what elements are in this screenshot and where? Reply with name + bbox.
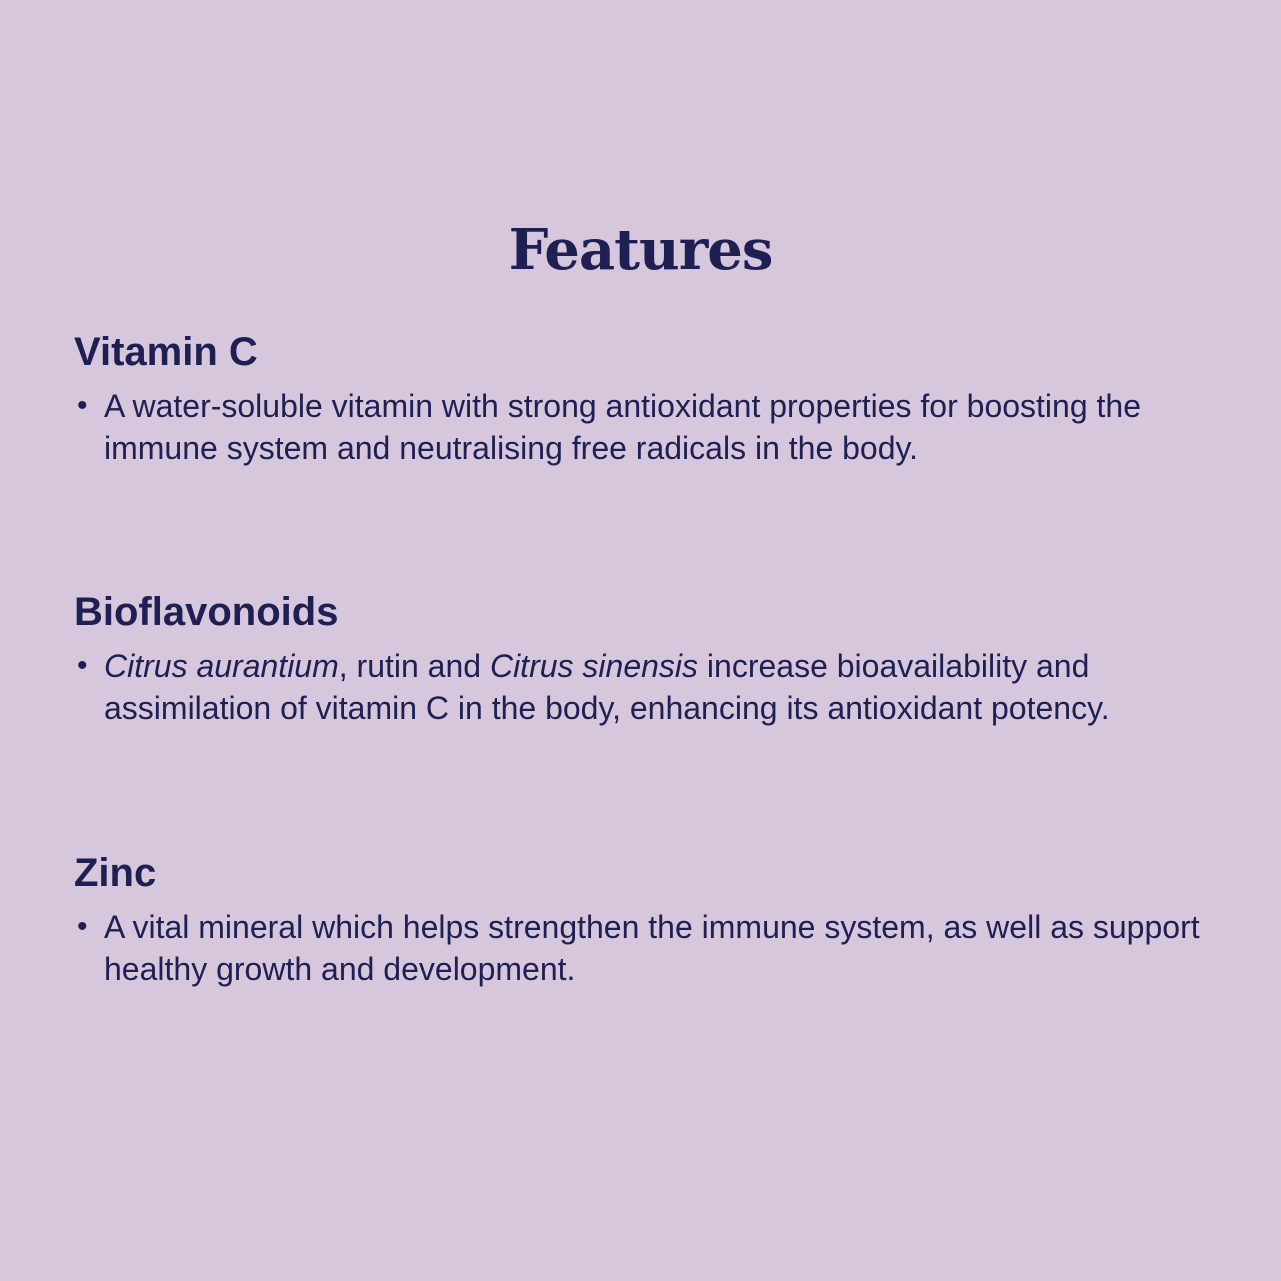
description-text: increase bioavailability and assimilation of vitamin C in the body, enhancing its antioxidant potency. xyxy=(104,648,1110,726)
bullet-icon: • xyxy=(77,649,88,682)
list-item xyxy=(74,385,1214,469)
bullet-icon: • xyxy=(77,389,88,422)
list-item xyxy=(74,906,1214,990)
section-bioflavonoids xyxy=(74,587,1214,729)
section-heading-zinc: Zinc xyxy=(74,851,157,895)
italic-term-citrus-sinensis: Citrus sinensis xyxy=(489,648,699,684)
description-zinc: A vital mineral which helps strengthen the immune system, as well as support healthy growth and development. xyxy=(104,909,1200,987)
description-bioflavonoids xyxy=(104,648,1110,726)
page-title: Features xyxy=(508,217,773,283)
section-heading-bioflavonoids: Bioflavonoids xyxy=(74,590,339,634)
description-vitamin-c: A water-soluble vitamin with strong antioxidant properties for boosting the immune system and neutralising free radicals in the body. xyxy=(104,388,1141,466)
section-zinc xyxy=(74,848,1214,990)
description-text: , rutin and xyxy=(338,648,490,684)
italic-term-citrus-aurantium: Citrus aurantium xyxy=(104,648,339,684)
section-vitamin-c xyxy=(74,327,1214,469)
section-heading-vitamin-c: Vitamin C xyxy=(74,330,258,374)
bullet-icon: • xyxy=(77,910,88,943)
list-item xyxy=(74,645,1214,729)
